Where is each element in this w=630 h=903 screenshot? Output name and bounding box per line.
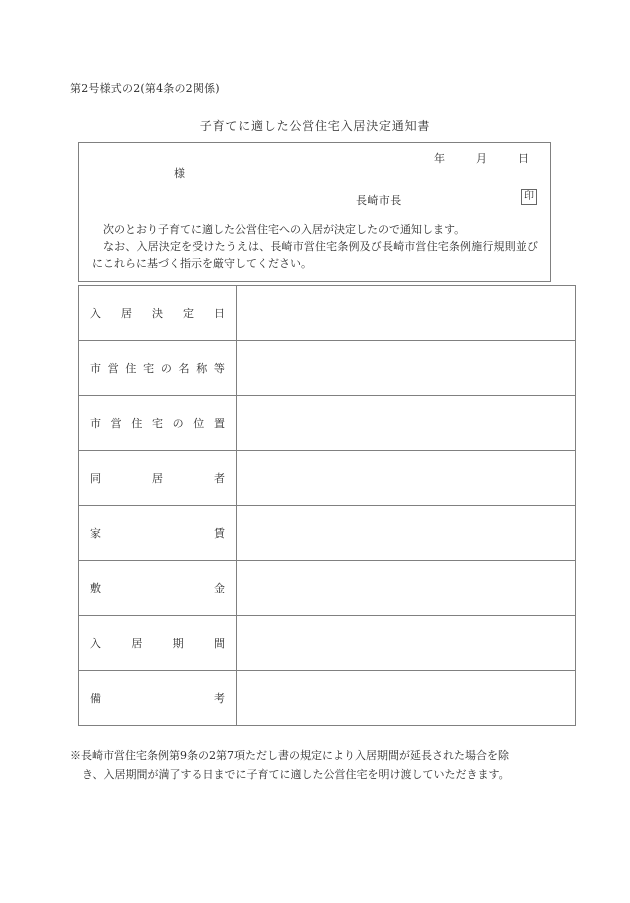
- footer-note-line-2: き、入居期間が満了する日までに子育てに適した公営住宅を明け渡していただきます。: [82, 768, 510, 781]
- table-row-label-text: [90, 580, 225, 596]
- label-char: 住: [125, 362, 137, 375]
- table-row: [79, 506, 576, 561]
- label-char: 市: [90, 417, 101, 430]
- table-row-value[interactable]: [237, 286, 576, 341]
- footer-note: [70, 746, 572, 784]
- table-row-label: [79, 616, 237, 671]
- label-char: 居: [121, 307, 132, 320]
- label-char: 者: [214, 472, 225, 485]
- table-row-label: [79, 286, 237, 341]
- notice-header-box: [78, 142, 551, 282]
- label-char: 決: [152, 307, 163, 320]
- label-char: 居: [131, 637, 143, 650]
- label-char: 考: [214, 692, 225, 705]
- label-char: 等: [213, 362, 225, 375]
- label-char: 備: [90, 692, 101, 705]
- table-row-label: [79, 506, 237, 561]
- label-char: 期: [172, 637, 184, 650]
- label-char: 市: [90, 362, 101, 375]
- label-char: 定: [183, 307, 194, 320]
- table-row-label: [79, 561, 237, 616]
- label-char: 位: [193, 417, 205, 430]
- issuer-row: [79, 192, 550, 212]
- table-row-value[interactable]: [237, 561, 576, 616]
- notice-body-line-1: 次のとおり子育てに適した公営住宅への入居が決定したので通知します。: [103, 223, 466, 236]
- table-row: [79, 396, 576, 451]
- label-char: 同: [90, 472, 101, 485]
- footer-note-line-1: ※長崎市営住宅条例第9条の2第7項ただし書の規定により入居期間が延長された場合を除: [70, 749, 509, 762]
- label-char: 名: [178, 362, 190, 375]
- label-char: 宅: [151, 417, 163, 430]
- table-row-label-text: [90, 525, 225, 541]
- table-row-label-text: [90, 360, 225, 376]
- table-row-value[interactable]: [237, 451, 576, 506]
- table-row-value[interactable]: [237, 671, 576, 726]
- label-char: 営: [110, 417, 122, 430]
- table-row: [79, 671, 576, 726]
- label-char: 日: [214, 307, 225, 320]
- addressee-honorific: 様: [174, 167, 185, 180]
- date-year-label: 年: [434, 152, 445, 165]
- seal-stamp-box: 印: [521, 189, 537, 205]
- entry-table: [78, 285, 576, 726]
- table-row-label: [79, 341, 237, 396]
- table-row-label: [79, 671, 237, 726]
- issuer-name: 長崎市長: [356, 194, 402, 207]
- label-char: 置: [213, 417, 225, 430]
- label-char: 住: [131, 417, 143, 430]
- date-line: [434, 150, 529, 166]
- label-char: 営: [107, 362, 119, 375]
- table-row-label-text: [90, 690, 225, 706]
- entry-table-body: [79, 286, 576, 726]
- table-row-label-text: [90, 635, 225, 651]
- table-row-value[interactable]: [237, 341, 576, 396]
- label-char: 称: [196, 362, 208, 375]
- label-char: の: [160, 362, 172, 375]
- form-number: 第2号様式の2(第4条の2関係): [70, 82, 220, 95]
- table-row-label-text: [90, 305, 225, 321]
- table-row-value[interactable]: [237, 506, 576, 561]
- label-char: 宅: [143, 362, 155, 375]
- document-title: 子育てに適した公営住宅入居決定通知書: [199, 119, 431, 133]
- table-row: [79, 561, 576, 616]
- table-row: [79, 616, 576, 671]
- label-char: 入: [90, 307, 101, 320]
- table-row-label: [79, 396, 237, 451]
- notice-body: [92, 221, 538, 272]
- date-day-label: 日: [518, 152, 529, 165]
- label-char: 金: [214, 582, 225, 595]
- label-char: 間: [213, 637, 225, 650]
- table-row: [79, 341, 576, 396]
- label-char: 敷: [90, 582, 101, 595]
- label-char: 賃: [214, 527, 225, 540]
- label-char: の: [172, 417, 184, 430]
- label-char: 入: [90, 637, 101, 650]
- table-row-value[interactable]: [237, 616, 576, 671]
- table-row: [79, 286, 576, 341]
- notice-body-line-2: なお、入居決定を受けたうえは、長崎市営住宅条例及び長崎市営住宅条例施行規則並びにこれらに基づく指示を厳守してください。: [92, 240, 538, 270]
- table-row-label: [79, 451, 237, 506]
- table-row-value[interactable]: [237, 396, 576, 451]
- table-row-label-text: [90, 470, 225, 486]
- table-row-label-text: [90, 415, 225, 431]
- date-month-label: 月: [476, 152, 487, 165]
- label-char: 家: [90, 527, 101, 540]
- table-row: [79, 451, 576, 506]
- label-char: 居: [152, 472, 163, 485]
